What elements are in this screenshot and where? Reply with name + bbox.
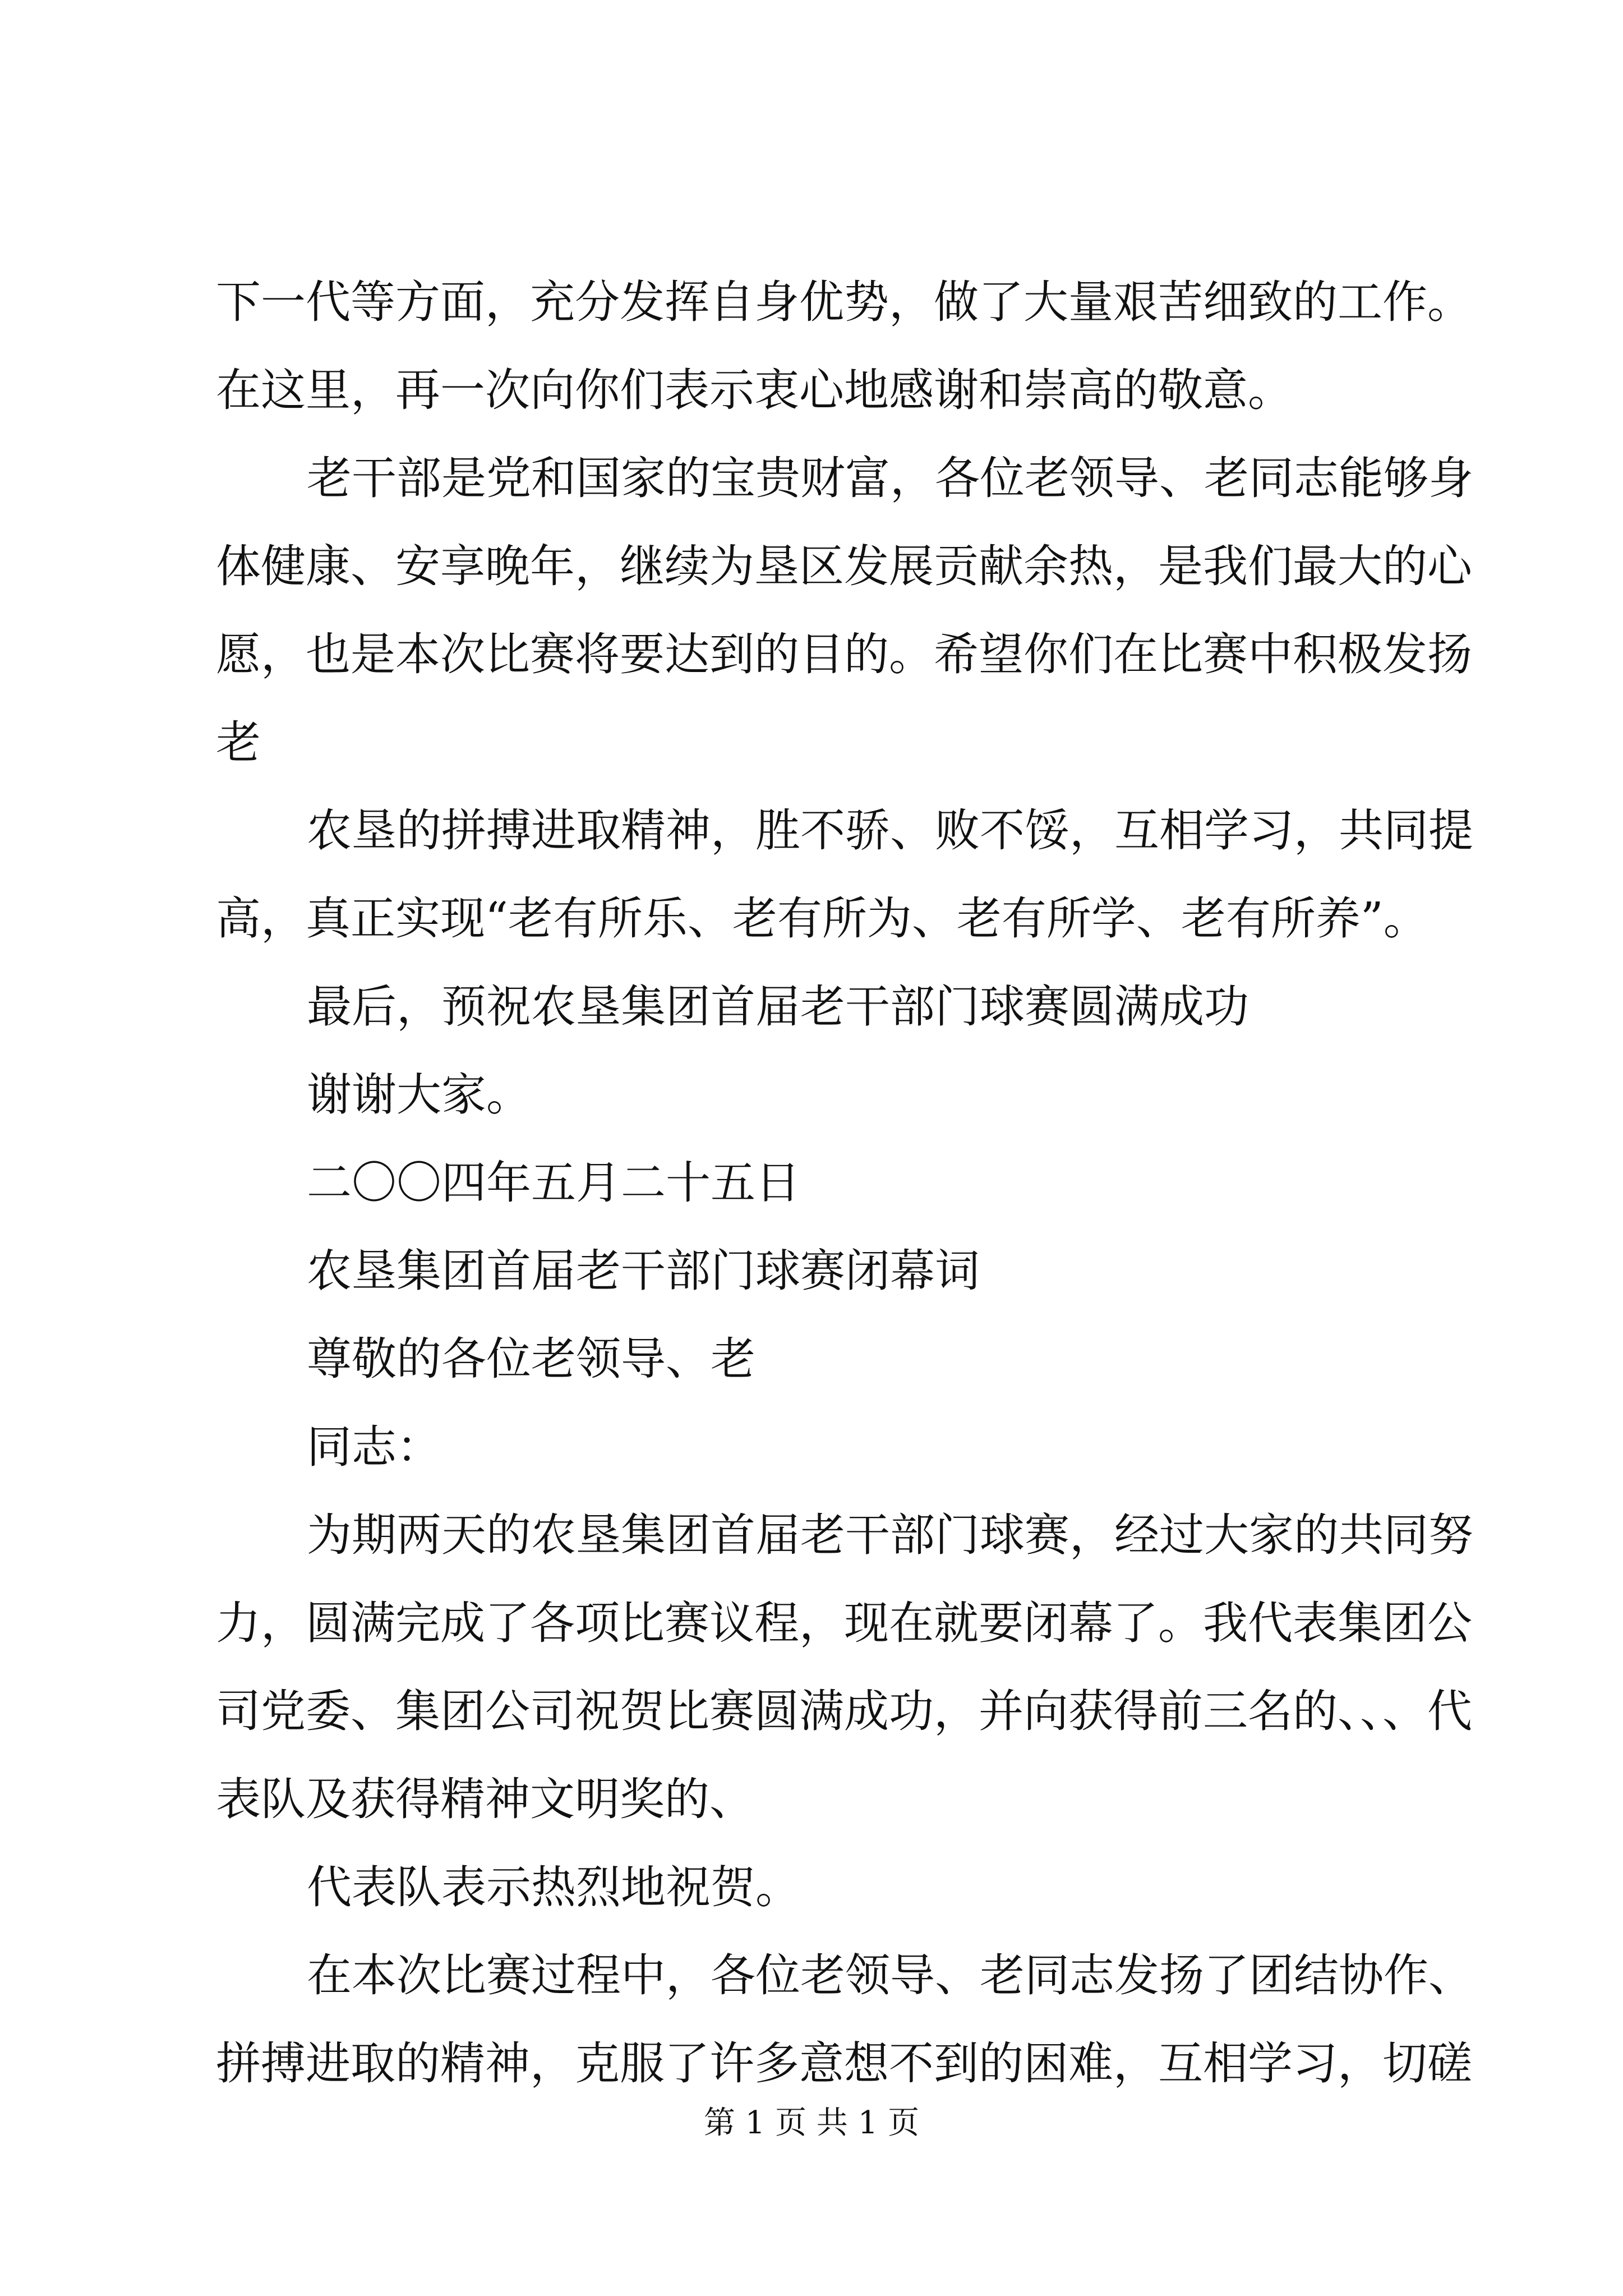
text-line: 最后，预祝农垦集团首届老干部门球赛圆满成功 bbox=[307, 981, 1249, 1033]
salutation-line: 尊敬的各位老领导、老 bbox=[307, 1333, 755, 1385]
salutation-line: 同志： bbox=[307, 1421, 441, 1473]
text-line: 老干部是党和国家的宝贵财富，各位老领导、老同志能够身 bbox=[307, 452, 1473, 504]
text-line: 为期两天的农垦集团首届老干部门球赛，经过大家的共同努 bbox=[307, 1509, 1473, 1561]
text-line: 司党委、集团公司祝贺比赛圆满成功，并向获得前三名的、、、代 bbox=[216, 1685, 1472, 1737]
text-line: 老 bbox=[216, 716, 261, 769]
date-line: 二〇〇四年五月二十五日 bbox=[307, 1157, 800, 1209]
text-line: 愿，也是本次比赛将要达到的目的。希望你们在比赛中积极发扬 bbox=[216, 628, 1472, 680]
text-line: 谢谢大家。 bbox=[307, 1069, 531, 1121]
text-line: 代表队表示热烈地祝贺。 bbox=[307, 1861, 800, 1913]
text-line: 农垦的拼搏进取精神，胜不骄、败不馁，互相学习，共同提 bbox=[307, 804, 1473, 857]
section-title: 农垦集团首届老干部门球赛闭幕词 bbox=[307, 1245, 980, 1297]
text-line: 在这里，再一次向你们表示衷心地感谢和崇高的敬意。 bbox=[216, 364, 1293, 416]
text-line: 表队及获得精神文明奖的、 bbox=[216, 1773, 754, 1825]
text-line: 在本次比赛过程中，各位老领导、老同志发扬了团结协作、 bbox=[307, 1949, 1473, 2001]
text-line: 体健康、安享晚年，继续为垦区发展贡献余热，是我们最大的心 bbox=[216, 540, 1472, 592]
document-body bbox=[216, 258, 1473, 2108]
text-line: 力，圆满完成了各项比赛议程，现在就要闭幕了。我代表集团公 bbox=[216, 1597, 1472, 1649]
text-line: 高，真正实现“老有所乐、老有所为、老有所学、老有所养”。 bbox=[216, 892, 1428, 945]
page-footer: 第 1 页 共 1 页 bbox=[703, 2105, 920, 2141]
text-line: 下一代等方面，充分发挥自身优势，做了大量艰苦细致的工作。 bbox=[216, 276, 1472, 328]
text-line: 拼搏进取的精神，克服了许多意想不到的困难，互相学习，切磋 bbox=[216, 2037, 1472, 2090]
